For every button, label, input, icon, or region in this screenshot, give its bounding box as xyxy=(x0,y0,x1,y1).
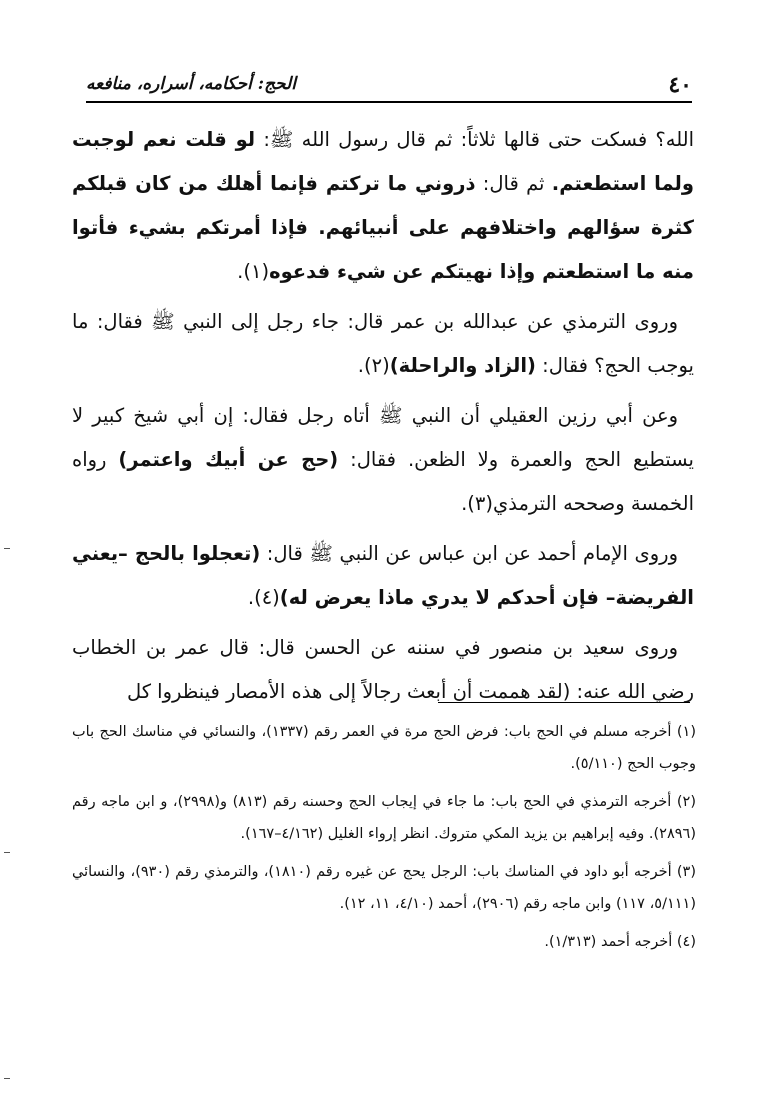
paragraph-said-ibn-mansur xyxy=(72,626,694,714)
hadith-quote: (حج عن أبيك واعتمر) xyxy=(118,448,339,471)
main-text xyxy=(72,118,694,720)
text-run: الله؟ فسكت حتى قالها ثلاثاً: ثم قال رسول الله ﷺ: xyxy=(255,128,695,151)
footnotes xyxy=(72,716,696,964)
hadith-quote: ذروني ما تركتم فإنما أهلك من كان قبلكم كثرة سؤالهم واختلافهم على أنبيائهم. فإذا أمرتكم بشيء فأتوا منه ما استطعتم وإذا نهيتكم عن شيء فدعوه xyxy=(72,172,694,283)
paragraph-tirmidhi xyxy=(72,300,694,388)
paragraph-abu-razin xyxy=(72,394,694,526)
footnote-ref: (٢). xyxy=(357,354,390,377)
text-run: ثم قال: xyxy=(475,172,552,195)
footnote-ref: (٤). xyxy=(247,586,280,609)
header-divider xyxy=(86,101,692,103)
running-title: الحج: أحكامه، أسراره، منافعه xyxy=(86,74,296,94)
margin-mark xyxy=(4,852,10,853)
text-run: وروى الترمذي عن عبدالله بن عمر قال: جاء رجل إلى النبي ﷺ فقال: ما يوجب الحج؟ فقال: xyxy=(72,310,694,377)
margin-mark xyxy=(4,548,10,549)
text-run: وروى الإمام أحمد عن ابن عباس عن النبي ﷺ قال: xyxy=(260,542,678,565)
paragraph-hadith-obligation xyxy=(72,118,694,294)
footnote: (٣) أخرجه أبو داود في المناسك باب: الرجل يحج عن غيره رقم (١٨١٠)، والترمذي رقم (٩٣٠)، والنسائي (٥/١١١، ١١٧) وابن ماجه رقم (٢٩٠٦)، أحمد (٤/١٠، ١١، ١٢). xyxy=(72,864,696,912)
hadith-quote: لو قلت نعم لوجبت ولما استطعتم. xyxy=(72,128,694,195)
hadith-quote: (تعجلوا بالحج –يعني الفريضة– فإن أحدكم لا يدري ماذا يعرض له) xyxy=(72,542,694,609)
footnote: (٤) أخرجه أحمد (١/٣١٣). xyxy=(544,934,696,950)
footnote-divider xyxy=(438,702,690,703)
page-number: ٤٠ xyxy=(668,72,692,98)
text-run: رواه الخمسة وصححه الترمذي(٣). xyxy=(72,448,694,515)
footnote: (١) أخرجه مسلم في الحج باب: فرض الحج مرة في العمر رقم (١٣٣٧)، والنسائي في مناسك الحج باب وجوب الحج (٥/١١٠). xyxy=(72,724,696,772)
footnote: (٢) أخرجه الترمذي في الحج باب: ما جاء في إيجاب الحج وحسنه رقم (٨١٣) و(٢٩٩٨)، و ابن ماجه رقم (٢٨٩٦). وفيه إبراهيم بن يزيد المكي متروك. انظر إرواء الغليل (٤/١٦٢–١٦٧). xyxy=(72,794,696,842)
hadith-quote: (الزاد والراحلة) xyxy=(389,354,536,377)
page-header xyxy=(86,72,692,98)
footnote-ref: (١). xyxy=(237,260,270,283)
text-run: وروى سعيد بن منصور في سننه عن الحسن قال: قال عمر بن الخطاب رضي الله عنه: (لقد هممت أن أبعث رجالاً إلى هذه الأمصار فينظروا كل xyxy=(72,636,694,703)
text-run: وعن أبي رزين العقيلي أن النبي ﷺ أتاه رجل فقال: إن أبي شيخ كبير لا يستطيع الحج والعمرة ولا الظعن. فقال: xyxy=(72,404,694,471)
paragraph-ahmad xyxy=(72,532,694,620)
margin-mark xyxy=(4,1078,10,1079)
